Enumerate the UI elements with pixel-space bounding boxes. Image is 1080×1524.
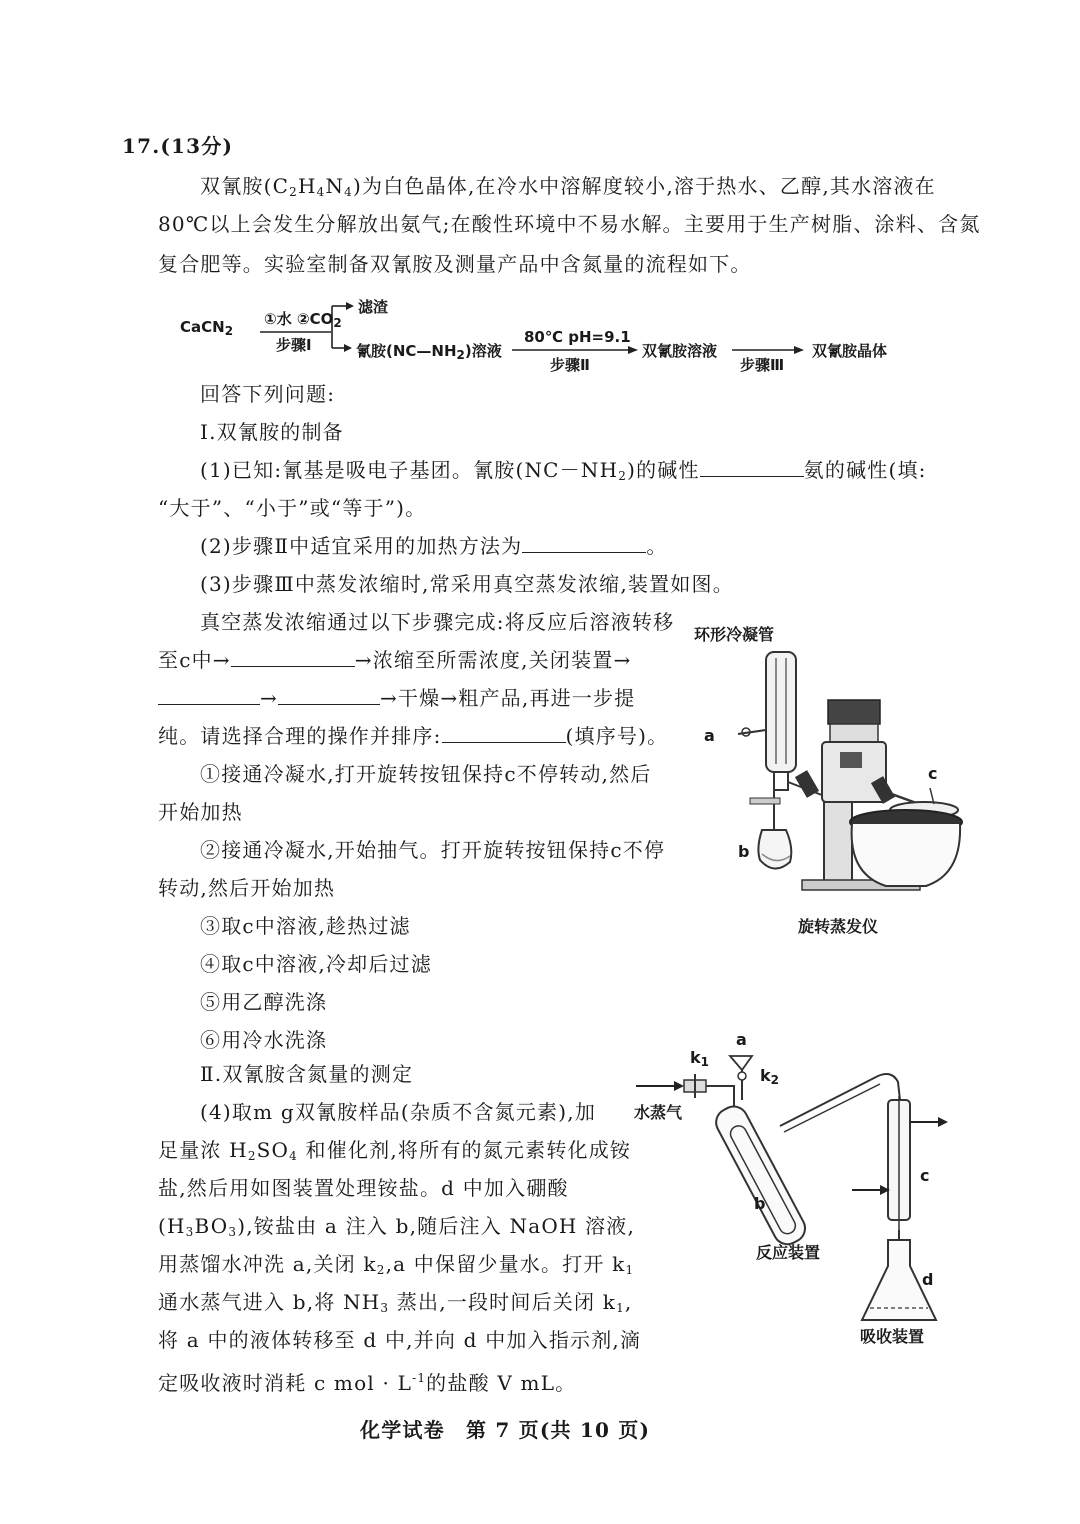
subscript: 2 — [618, 469, 628, 483]
flow-text: ①水 ②CO — [264, 310, 334, 328]
option-1-line-2: 开始加热 — [158, 800, 243, 824]
flow-crystal: 双氰胺晶体 — [812, 342, 888, 360]
q4-text: 和催化剂,将所有的氮元素转化成铵 — [298, 1138, 632, 1162]
flow-text: 氰胺(NC—NH — [356, 342, 457, 360]
p3-text: →浓缩至所需浓度,关闭装置→ — [354, 648, 632, 672]
p3-line-2 — [158, 646, 631, 674]
q4-text: ,a 中保留少量水。打开 k — [385, 1252, 626, 1276]
flow-cond2: 80℃ pH=9.1 — [524, 328, 631, 346]
q4-text: BO — [194, 1214, 229, 1238]
flow-residue: 滤渣 — [358, 298, 389, 316]
q1-text: )的碱性 — [627, 458, 700, 482]
q4-line-2 — [158, 1136, 631, 1170]
subscript: 2 — [247, 1149, 257, 1163]
subscript: 2 — [289, 185, 298, 199]
nitrogen-apparatus-figure — [630, 1030, 1000, 1350]
part2-title: Ⅱ.双氰胺含氮量的测定 — [200, 1062, 414, 1086]
intro-line-1 — [200, 172, 936, 206]
q2-text: 。 — [646, 534, 668, 558]
p3-text: → — [260, 686, 278, 710]
flow-start — [180, 318, 233, 338]
intro-text: 双氰胺(C — [200, 174, 290, 198]
label-d: d — [922, 1270, 934, 1289]
option-3: ③取c中溶液,趁热过滤 — [200, 914, 411, 938]
condenser-label: 环形冷凝管 — [694, 625, 775, 644]
flow-diagram — [176, 296, 936, 376]
q4-text: 的盐酸 V mL。 — [426, 1371, 577, 1395]
subscript: 2 — [224, 324, 234, 338]
p3-text: →干燥→粗产品,再进一步提 — [379, 686, 636, 710]
page-footer: 化学试卷 第 7 页(共 10 页) — [360, 1418, 651, 1442]
subscript: 2 — [376, 1263, 386, 1277]
label-c: c — [928, 764, 938, 783]
q2-line — [200, 532, 668, 560]
p3-text: 至c中→ — [158, 648, 231, 672]
q1-line-2: “大于”、“小于”或“等于”)。 — [158, 496, 427, 520]
intro-text: N — [325, 174, 345, 198]
q2-text: (2)步骤Ⅱ中适宜采用的加热方法为 — [200, 534, 523, 558]
option-2-line-1: ②接通冷凝水,开始抽气。打开旋转按钮保持c不停 — [200, 838, 666, 862]
q1-text: (1)已知:氰基是吸电子基团。氰胺(NC－NH — [200, 458, 619, 482]
intro-line-2: 80℃以上会发生分解放出氨气;在酸性环境中不易水解。主要用于生产树脂、涂料、含氮 — [158, 212, 981, 236]
steam-label: 水蒸气 — [634, 1103, 683, 1122]
q4-text: 蒸出,一段时间后关闭 k — [389, 1290, 617, 1314]
subscript: 3 — [185, 1225, 195, 1239]
nitrogen-apparatus-drawing — [630, 1030, 1000, 1350]
q4-text: 通水蒸气进入 b,将 NH — [158, 1290, 381, 1314]
subscript: 4 — [316, 185, 326, 199]
q4-text: 定吸收液时消耗 c mol · L — [158, 1371, 413, 1395]
subscript: 2 — [770, 1073, 779, 1087]
p3-text: (填序号)。 — [565, 724, 669, 748]
q1-line-1 — [200, 456, 927, 490]
option-6: ⑥用冷水洗涤 — [200, 1028, 328, 1052]
flow-solution: 双氰胺溶液 — [642, 342, 718, 360]
subscript: 4 — [344, 185, 353, 199]
q4-line-3: 盐,然后用如图装置处理铵盐。d 中加入硼酸 — [158, 1176, 569, 1200]
answer-blank[interactable] — [442, 722, 566, 743]
subscript: 4 — [289, 1149, 298, 1163]
figure1-caption: 旋转蒸发仪 — [798, 917, 879, 936]
q4-line-4 — [158, 1212, 635, 1246]
q4-text: SO — [256, 1138, 290, 1162]
flow-step2: 步骤Ⅱ — [550, 356, 590, 374]
label-c2: c — [920, 1166, 930, 1185]
superscript: -1 — [412, 1371, 427, 1385]
subscript: 3 — [380, 1301, 390, 1315]
label-a2: a — [736, 1030, 747, 1049]
q4-text: 足量浓 H — [158, 1138, 248, 1162]
option-5: ⑤用乙醇洗涤 — [200, 990, 328, 1014]
answer-blank[interactable] — [522, 532, 646, 553]
q4-text: 用蒸馏水冲洗 a,关闭 k — [158, 1252, 377, 1276]
answer-prompt: 回答下列问题: — [200, 382, 336, 406]
q4-line-8 — [158, 1364, 576, 1397]
option-4: ④取c中溶液,冷却后过滤 — [200, 952, 432, 976]
q4-text: (H — [158, 1214, 186, 1238]
q4-text: , — [624, 1290, 633, 1314]
answer-blank[interactable] — [700, 456, 804, 477]
subscript: 1 — [700, 1055, 709, 1069]
q4-line-5 — [158, 1250, 634, 1284]
q4-line-6 — [158, 1288, 632, 1322]
answer-blank[interactable] — [231, 646, 355, 667]
intro-text: H — [297, 174, 317, 198]
answer-blank[interactable] — [278, 684, 380, 705]
flow-reagents — [264, 308, 342, 330]
rotary-evaporator-figure — [690, 612, 990, 952]
rotary-evaporator-drawing — [690, 612, 990, 952]
option-2-line-2: 转动,然后开始加热 — [158, 876, 336, 900]
answer-blank[interactable] — [158, 684, 260, 705]
option-1-line-1: ①接通冷凝水,打开旋转按钮保持c不停转动,然后 — [200, 762, 652, 786]
p3-line-4 — [158, 722, 668, 750]
label-k1 — [690, 1048, 709, 1069]
q4-line-1: (4)取m g双氰胺样品(杂质不含氮元素),加 — [200, 1100, 597, 1124]
flow-step3: 步骤Ⅲ — [740, 356, 785, 374]
q3-line: (3)步骤Ⅲ中蒸发浓缩时,常采用真空蒸发浓缩,装置如图。 — [200, 572, 734, 596]
p3-line-3 — [158, 684, 635, 712]
subscript: 3 — [228, 1225, 238, 1239]
label-text: k — [690, 1048, 701, 1067]
q4-text: ),铵盐由 a 注入 b,随后注入 NaOH 溶液, — [237, 1214, 636, 1238]
question-header: 17.(13分) — [122, 134, 234, 158]
label-b: b — [738, 842, 750, 861]
label-text: k — [760, 1066, 771, 1085]
p3-line-1: 真空蒸发浓缩通过以下步骤完成:将反应后溶液转移 — [200, 610, 675, 634]
intro-line-3: 复合肥等。实验室制备双氰胺及测量产品中含氮量的流程如下。 — [158, 252, 752, 276]
reaction-caption: 反应装置 — [756, 1243, 821, 1262]
intro-text: )为白色晶体,在冷水中溶解度较小,溶于热水、乙醇,其水溶液在 — [353, 174, 936, 198]
flow-cyanamide — [356, 340, 502, 362]
subscript: 2 — [456, 348, 465, 362]
label-b2: b — [754, 1194, 766, 1213]
subscript: 2 — [333, 316, 342, 330]
part1-title: Ⅰ.双氰胺的制备 — [200, 420, 344, 444]
q4-line-7: 将 a 中的液体转移至 d 中,并向 d 中加入指示剂,滴 — [158, 1328, 642, 1352]
p3-text: 纯。请选择合理的操作并排序: — [158, 724, 442, 748]
absorb-caption: 吸收装置 — [860, 1327, 925, 1346]
flow-text: CaCN — [180, 318, 225, 336]
subscript: 1 — [625, 1263, 635, 1277]
flow-step1: 步骤Ⅰ — [276, 336, 312, 354]
label-k2 — [760, 1066, 779, 1087]
flow-text: )溶液 — [464, 342, 502, 360]
label-a: a — [704, 726, 715, 745]
subscript: 1 — [616, 1301, 625, 1315]
q1-text: 氨的碱性(填: — [803, 458, 927, 482]
